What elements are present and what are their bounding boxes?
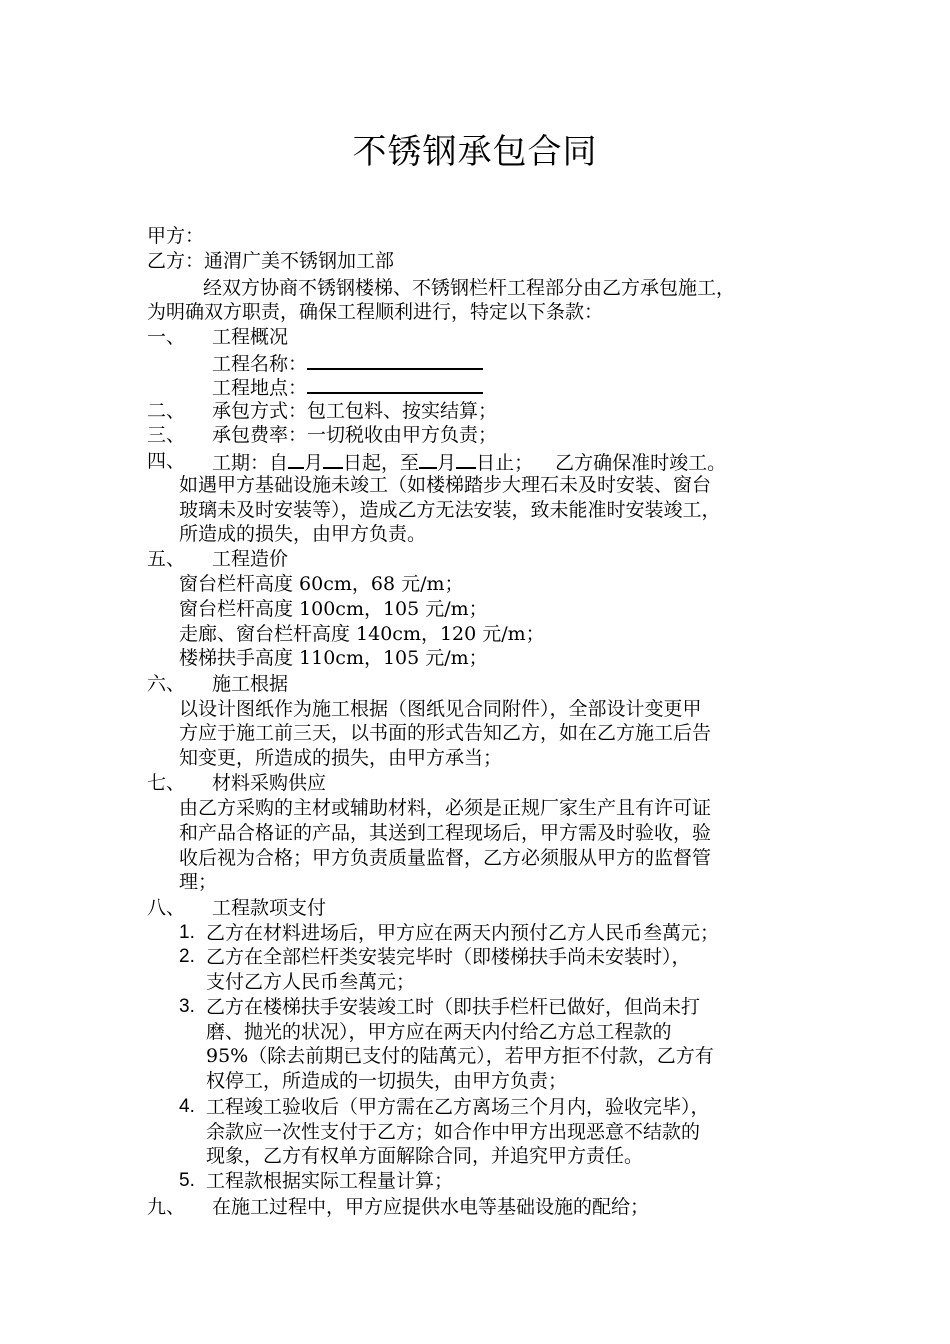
section-7-line-3: 收后视为合格；甲方负责质量监督，乙方必须服从甲方的监督管 <box>179 847 712 869</box>
intro-line-2: 为明确双方职责，确保工程顺利进行，特定以下条款： <box>147 301 604 323</box>
section-2-text: 承包方式：包工包料、按实结算； <box>212 400 498 422</box>
section-4-line-3: 所造成的损失，由甲方负责。 <box>179 523 427 545</box>
section-2-number: 二、 <box>147 400 186 422</box>
price-line-4: 楼梯扶手高度 110cm，105 元/m； <box>179 647 488 669</box>
project-site-row <box>212 374 483 400</box>
project-name-blank[interactable] <box>307 350 483 370</box>
start-day-blank[interactable] <box>323 449 343 469</box>
schedule-guarantee: 乙方确保准时竣工。 <box>555 452 727 474</box>
section-4-line-1: 如遇甲方基础设施未竣工（如楼梯踏步大理石未及时安装、窗台 <box>179 474 712 496</box>
party-a-label: 甲方： <box>147 225 205 247</box>
section-7-line-4: 理； <box>179 871 218 893</box>
payment-item-3-number: 3. <box>179 996 195 1017</box>
payment-item-4-line-2: 余款应一次性支付于乙方；如合作中甲方出现恶意不结款的 <box>206 1121 701 1143</box>
schedule-row <box>212 449 726 475</box>
party-b-line: 乙方：通渭广美不锈钢加工部 <box>147 250 395 272</box>
project-site-blank[interactable] <box>307 374 483 394</box>
schedule-end: 日止； <box>476 452 534 474</box>
schedule-month-2: 月 <box>437 452 457 474</box>
section-9-number: 九、 <box>147 1196 186 1218</box>
schedule-month-1: 月 <box>304 452 324 474</box>
section-7-line-2: 和产品合格证的产品，其送到工程现场后，甲方需及时验收，验 <box>179 822 712 844</box>
section-3-text: 承包费率：一切税收由甲方负责； <box>212 424 498 446</box>
payment-item-4-line-1: 工程竣工验收后（甲方需在乙方离场三个月内，验收完毕）， <box>206 1096 710 1118</box>
payment-item-4-line-3: 现象，乙方有权单方面解除合同，并追究甲方责任。 <box>206 1145 644 1167</box>
schedule-to: 日起，至 <box>343 452 420 474</box>
end-month-blank[interactable] <box>419 449 437 469</box>
intro-line-1: 经双方协商不锈钢楼梯、不锈钢栏杆工程部分由乙方承包施工， <box>203 277 736 299</box>
schedule-from: 工期：自 <box>212 452 289 474</box>
section-6-line-3: 知变更，所造成的损失，由甲方承当； <box>179 747 503 769</box>
payment-item-5-number: 5. <box>179 1170 195 1191</box>
section-4-line-2: 玻璃未及时安装等），造成乙方无法安装，致未能准时安装竣工， <box>179 499 721 521</box>
end-day-blank[interactable] <box>456 449 476 469</box>
document-title: 不锈钢承包合同 <box>352 132 598 172</box>
section-7-line-1: 由乙方采购的主材或辅助材料，必须是正规厂家生产且有许可证 <box>179 797 712 819</box>
section-8-number: 八、 <box>147 897 186 919</box>
section-7-title: 材料采购供应 <box>212 772 327 794</box>
section-4-number: 四、 <box>147 450 186 472</box>
payment-item-4-number: 4. <box>179 1096 195 1117</box>
payment-item-2-line-2: 支付乙方人民币叁萬元； <box>206 971 416 993</box>
payment-item-1-number: 1. <box>179 922 195 943</box>
payment-item-3-line-4: 权停工，所造成的一切损失，由甲方负责； <box>206 1070 568 1092</box>
section-3-number: 三、 <box>147 424 186 446</box>
start-month-blank[interactable] <box>288 449 304 469</box>
section-9-text: 在施工过程中，甲方应提供水电等基础设施的配给； <box>212 1196 650 1218</box>
payment-item-2-line-1: 乙方在全部栏杆类安装完毕时（即楼梯扶手尚未安装时）， <box>206 946 691 968</box>
section-5-title: 工程造价 <box>212 548 289 570</box>
section-8-title: 工程款项支付 <box>212 897 327 919</box>
section-6-title: 施工根据 <box>212 673 289 695</box>
price-line-2: 窗台栏杆高度 100cm，105 元/m； <box>179 598 488 620</box>
section-1-title: 工程概况 <box>212 326 289 348</box>
section-7-number: 七、 <box>147 772 186 794</box>
payment-item-5-line-1: 工程款根据实际工程量计算； <box>206 1170 454 1192</box>
payment-item-3-line-2: 磨、抛光的状况），甲方应在两天内付给乙方总工程款的 <box>206 1021 672 1043</box>
price-line-3: 走廊、窗台栏杆高度 140cm，120 元/m； <box>179 623 545 645</box>
payment-item-3-line-3: 95%（除去前期已支付的陆萬元），若甲方拒不付款，乙方有 <box>206 1045 714 1067</box>
section-6-number: 六、 <box>147 673 186 695</box>
section-6-line-1: 以设计图纸作为施工根据（图纸见合同附件），全部设计变更甲 <box>179 698 702 720</box>
project-site-label: 工程地点： <box>212 377 308 399</box>
project-name-label: 工程名称： <box>212 353 308 375</box>
payment-item-1-line-1: 乙方在材料进场后，甲方应在两天内预付乙方人民币叁萬元； <box>206 922 720 944</box>
project-name-row <box>212 350 483 376</box>
payment-item-3-line-1: 乙方在楼梯扶手安装竣工时（即扶手栏杆已做好，但尚未打 <box>206 996 701 1018</box>
price-line-1: 窗台栏杆高度 60cm，68 元/m； <box>179 573 464 595</box>
section-6-line-2: 方应于施工前三天，以书面的形式告知乙方，如在乙方施工后告 <box>179 722 712 744</box>
payment-item-2-number: 2. <box>179 946 195 967</box>
section-1-number: 一、 <box>147 326 186 348</box>
section-5-number: 五、 <box>147 548 186 570</box>
